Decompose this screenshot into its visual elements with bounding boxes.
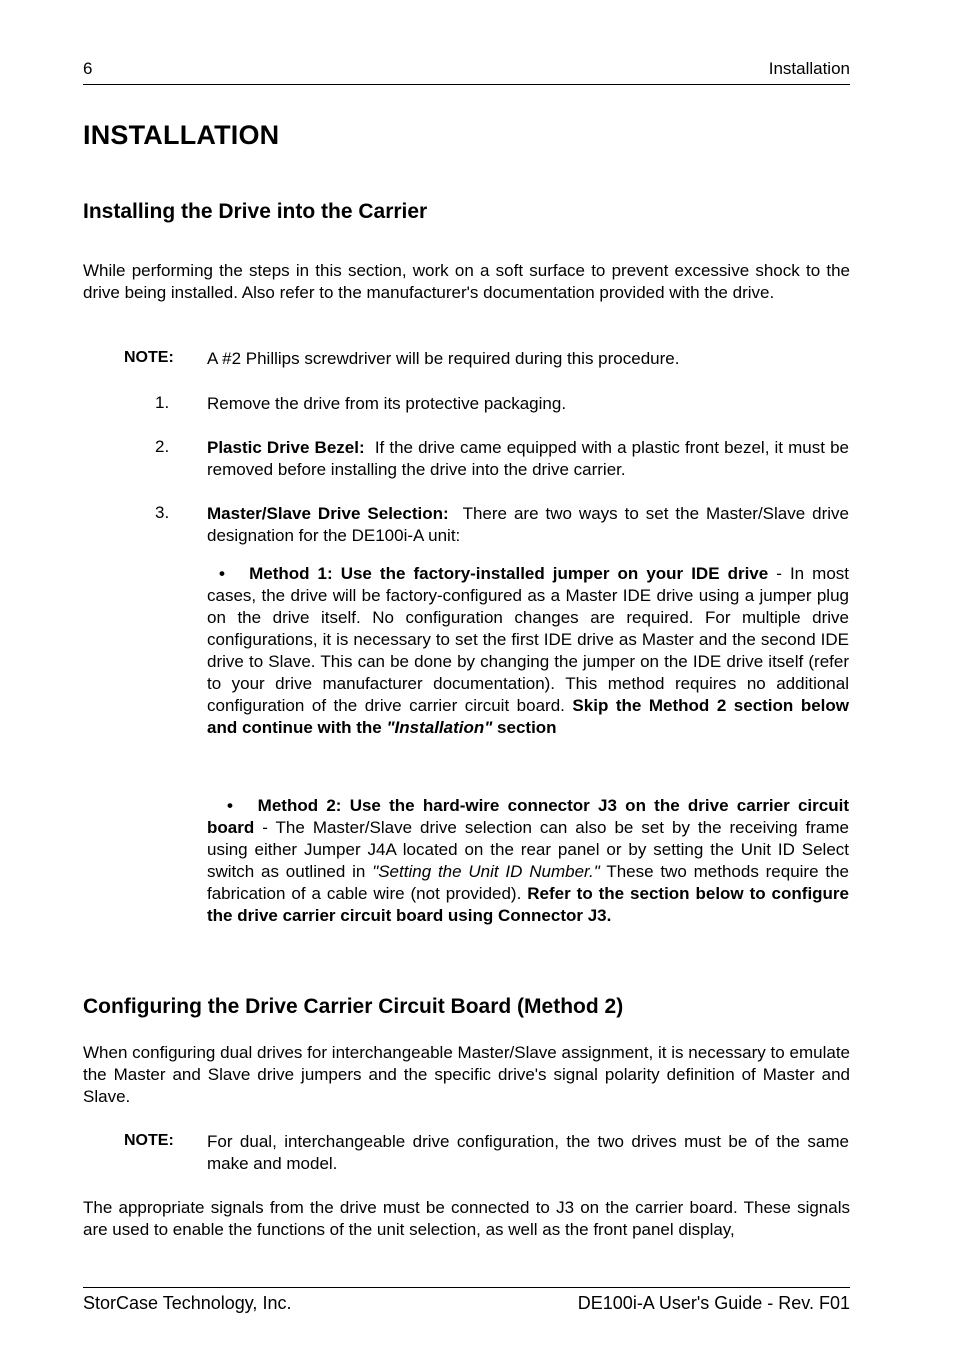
page-footer — [83, 1287, 850, 1318]
method-2-text: - The Master/Slave drive selection can also be set by the receiving frame using either Jumper J4A located on the rear panel or by setting the Unit ID Select switch as outlined in — [207, 818, 849, 881]
note-label: NOTE: — [124, 1132, 174, 1149]
step-number: 1. — [155, 393, 170, 412]
page-number: 6 — [83, 59, 93, 78]
section-heading-installing: Installing the Drive into the Carrier — [83, 200, 428, 223]
step-bold-label: Master/Slave Drive Selection: — [207, 504, 449, 523]
method-1-skip-end: section — [497, 718, 557, 737]
step-body: If the drive came equipped with a plastic front bezel, it must be removed before installing the drive into the drive carrier. — [207, 438, 849, 479]
header-section-title: Installation — [768, 59, 850, 78]
method-1-text: - In most cases, the drive will be factory-configured as a Master IDE drive using a jumper plug on the drive itself. No configuration changes are required. For multiple drive configurations, it is necessary to set the first IDE drive as Master and the second IDE drive to Slave. This can be done by changing the jumper on the IDE drive itself (refer to your drive manufacturer documentation). This method requires no additional configuration of the drive carrier circuit board. — [207, 564, 850, 715]
method-2-text-b: These two methods require the fabrication of a cable wire (not provided). — [207, 862, 849, 903]
step-text — [207, 503, 849, 547]
step-bold-label: Plastic Drive Bezel: — [207, 438, 365, 457]
step-number: 3. — [155, 503, 170, 522]
method-1-skip: Skip the Method 2 section below and continue with the — [207, 696, 849, 737]
method-2-block — [207, 795, 849, 927]
note-text: For dual, interchangeable drive configuration, the two drives must be of the same make and model. — [207, 1132, 849, 1173]
bullet-icon: • — [227, 796, 233, 815]
method-1-block — [207, 563, 849, 739]
note-label: NOTE: — [124, 349, 174, 366]
intro-paragraph: While performing the steps in this section, work on a soft surface to prevent excessive shock to the drive being installed. Also refer to the manufacturer's documentation provided with the drive. — [83, 261, 850, 302]
note-text: A #2 Phillips screwdriver will be required during this procedure. — [207, 349, 680, 368]
method-2-refer: Refer to the section below to configure the drive carrier circuit board using Connector J3. — [207, 884, 850, 925]
method-2-ref: "Setting the Unit ID Number." — [372, 862, 600, 881]
footer-document: DE100i-A User's Guide - Rev. F01 — [577, 1293, 850, 1313]
configuring-paragraph: When configuring dual drives for interchangeable Master/Slave assignment, it is necessary to emulate the Master and Slave drive jumpers and the specific drive's signal polarity definition of Master and Slave. — [83, 1043, 850, 1106]
method-1-title: Method 1: Use the factory-installed jumper on your IDE drive — [249, 564, 769, 583]
step-body: Remove the drive from its protective packaging. — [207, 394, 567, 413]
method-1-skip-ref: "Installation" — [386, 718, 493, 737]
page-title: INSTALLATION — [83, 120, 280, 150]
step-text — [207, 437, 849, 481]
method-2-title: Method 2: Use the hard-wire connector J3 on the drive carrier circuit board — [207, 796, 849, 837]
section-heading-configuring: Configuring the Drive Carrier Circuit Board (Method 2) — [83, 995, 624, 1018]
signals-paragraph: The appropriate signals from the drive must be connected to J3 on the carrier board. These signals are used to enable the functions of the unit selection, as well as the front panel display, — [83, 1198, 850, 1239]
page-header — [83, 58, 850, 85]
step-text — [207, 393, 849, 415]
bullet-icon: • — [219, 564, 225, 583]
footer-company: StorCase Technology, Inc. — [83, 1293, 292, 1313]
step-number: 2. — [155, 437, 170, 456]
step-body: There are two ways to set the Master/Slave drive designation for the DE100i-A unit: — [207, 504, 849, 545]
